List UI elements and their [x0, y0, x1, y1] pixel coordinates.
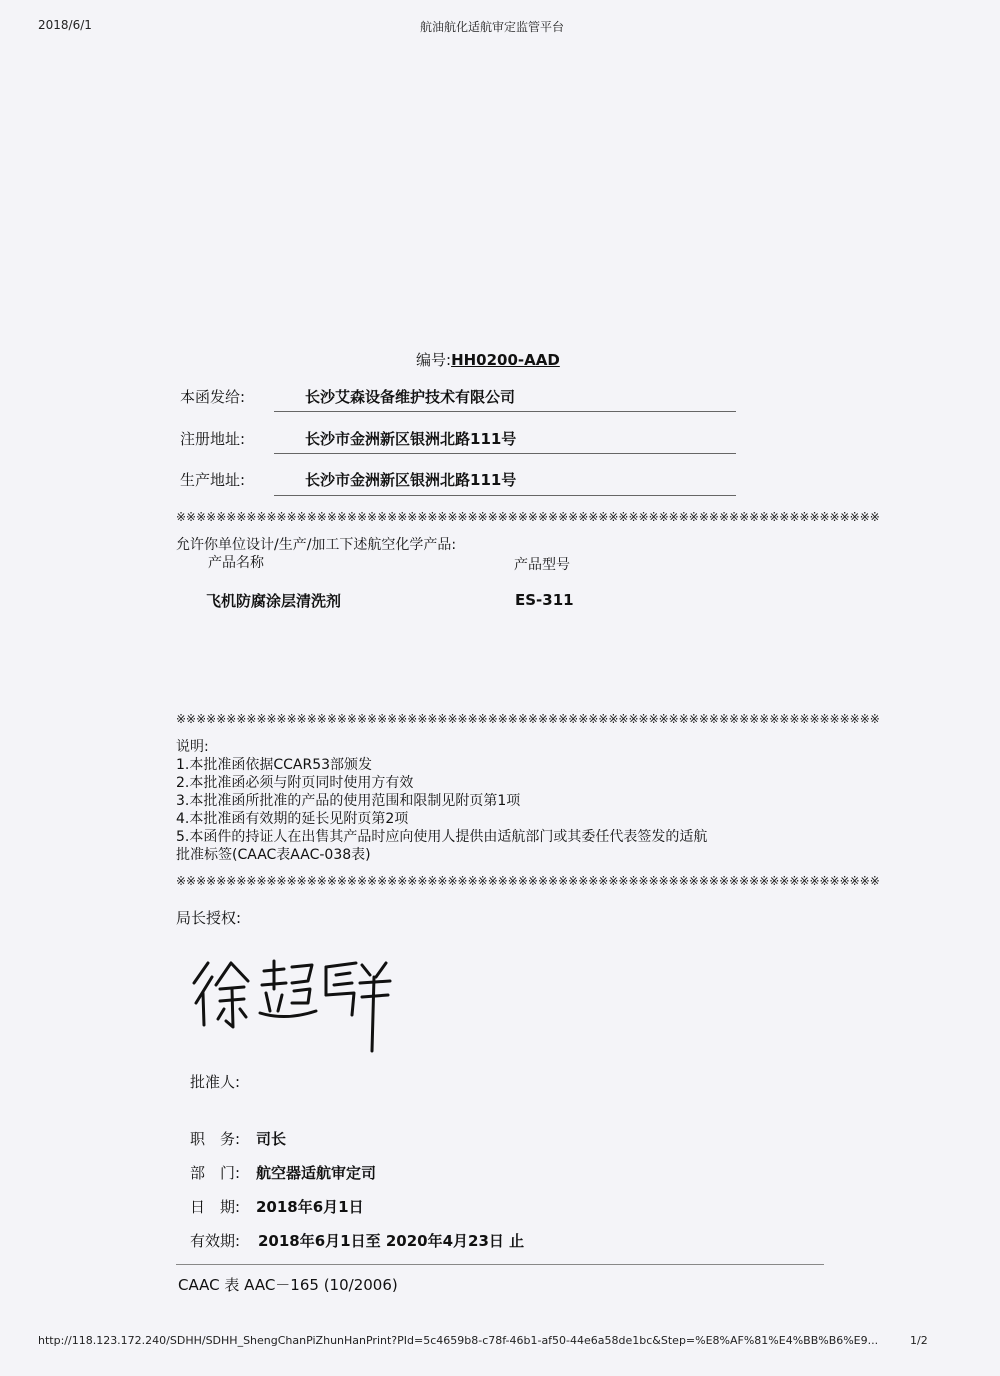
field-underline	[274, 495, 736, 496]
signature-image	[186, 955, 396, 1055]
doc-number-value: HH0200-AAD	[451, 351, 560, 369]
print-date: 2018/6/1	[38, 18, 92, 32]
field-label-registered-address: 注册地址:	[180, 430, 246, 448]
print-site-title: 航油航化适航审定监管平台	[420, 20, 565, 34]
note-item: 2.本批准函必须与附页同时使用方有效	[176, 775, 414, 791]
product-name-cell: 飞机防腐涂层清洗剂	[206, 592, 342, 610]
note-item: 1.本批准函依据CCAR53部颁发	[176, 757, 373, 773]
detail-value-title: 司长	[256, 1130, 287, 1148]
field-label-production-address: 生产地址:	[180, 471, 246, 489]
separator-line: ※※※※※※※※※※※※※※※※※※※※※※※※※※※※※※※※※※※※※※※※※※※※※※※※※※※※※※※※※※※※※※※※※※※※※※	[176, 712, 880, 726]
product-name-header: 产品名称	[208, 555, 264, 571]
field-value-production-address: 长沙市金洲新区银洲北路111号	[305, 471, 517, 489]
note-item: 5.本函件的持证人在出售其产品时应向使用人提供由适航部门或其委任代表签发的适航	[176, 829, 708, 845]
separator-line: ※※※※※※※※※※※※※※※※※※※※※※※※※※※※※※※※※※※※※※※※※※※※※※※※※※※※※※※※※※※※※※※※※※※※※※	[176, 874, 880, 888]
doc-number-label: 编号:	[416, 351, 452, 369]
form-code-rule	[176, 1264, 824, 1265]
permission-text: 允许你单位设计/生产/加工下述航空化学产品:	[176, 537, 457, 553]
detail-value-department: 航空器适航审定司	[256, 1164, 377, 1182]
doc-number	[416, 349, 560, 370]
note-item: 4.本批准函有效期的延长见附页第2项	[176, 811, 409, 827]
form-code: CAAC 表 AAC－165 (10/2006)	[178, 1276, 398, 1294]
note-item: 批准标签(CAAC表AAC-038表)	[176, 847, 371, 863]
note-item: 3.本批准函所批准的产品的使用范围和限制见附页第1项	[176, 793, 521, 809]
approver-label: 批准人:	[190, 1073, 241, 1091]
notes-title: 说明:	[176, 739, 209, 755]
print-page-number: 1/2	[910, 1334, 928, 1347]
field-value-recipient: 长沙艾森设备维护技术有限公司	[305, 388, 516, 406]
field-label-recipient: 本函发给:	[180, 388, 246, 406]
detail-label-department: 部 门:	[190, 1164, 241, 1182]
field-value-registered-address: 长沙市金洲新区银洲北路111号	[305, 430, 517, 448]
separator-line: ※※※※※※※※※※※※※※※※※※※※※※※※※※※※※※※※※※※※※※※※※※※※※※※※※※※※※※※※※※※※※※※※※※※※※※	[176, 510, 880, 524]
product-model-cell: ES-311	[515, 591, 574, 609]
detail-value-date: 2018年6月1日	[256, 1198, 364, 1216]
authorization-label: 局长授权:	[176, 909, 242, 927]
print-url: http://118.123.172.240/SDHH/SDHH_ShengChanPiZhunHanPrint?PId=5c4659b8-c78f-46b1-af50-44e6a58de1bc&Step=%E8%AF%81%E4%BB%B6%E9...	[38, 1334, 879, 1347]
detail-label-date: 日 期:	[190, 1198, 241, 1216]
field-underline	[274, 411, 736, 412]
detail-label-title: 职 务:	[190, 1130, 241, 1148]
detail-label-validity: 有效期:	[190, 1232, 241, 1250]
detail-value-validity: 2018年6月1日至 2020年4月23日 止	[258, 1232, 525, 1250]
product-model-header: 产品型号	[514, 557, 570, 573]
field-underline	[274, 453, 736, 454]
